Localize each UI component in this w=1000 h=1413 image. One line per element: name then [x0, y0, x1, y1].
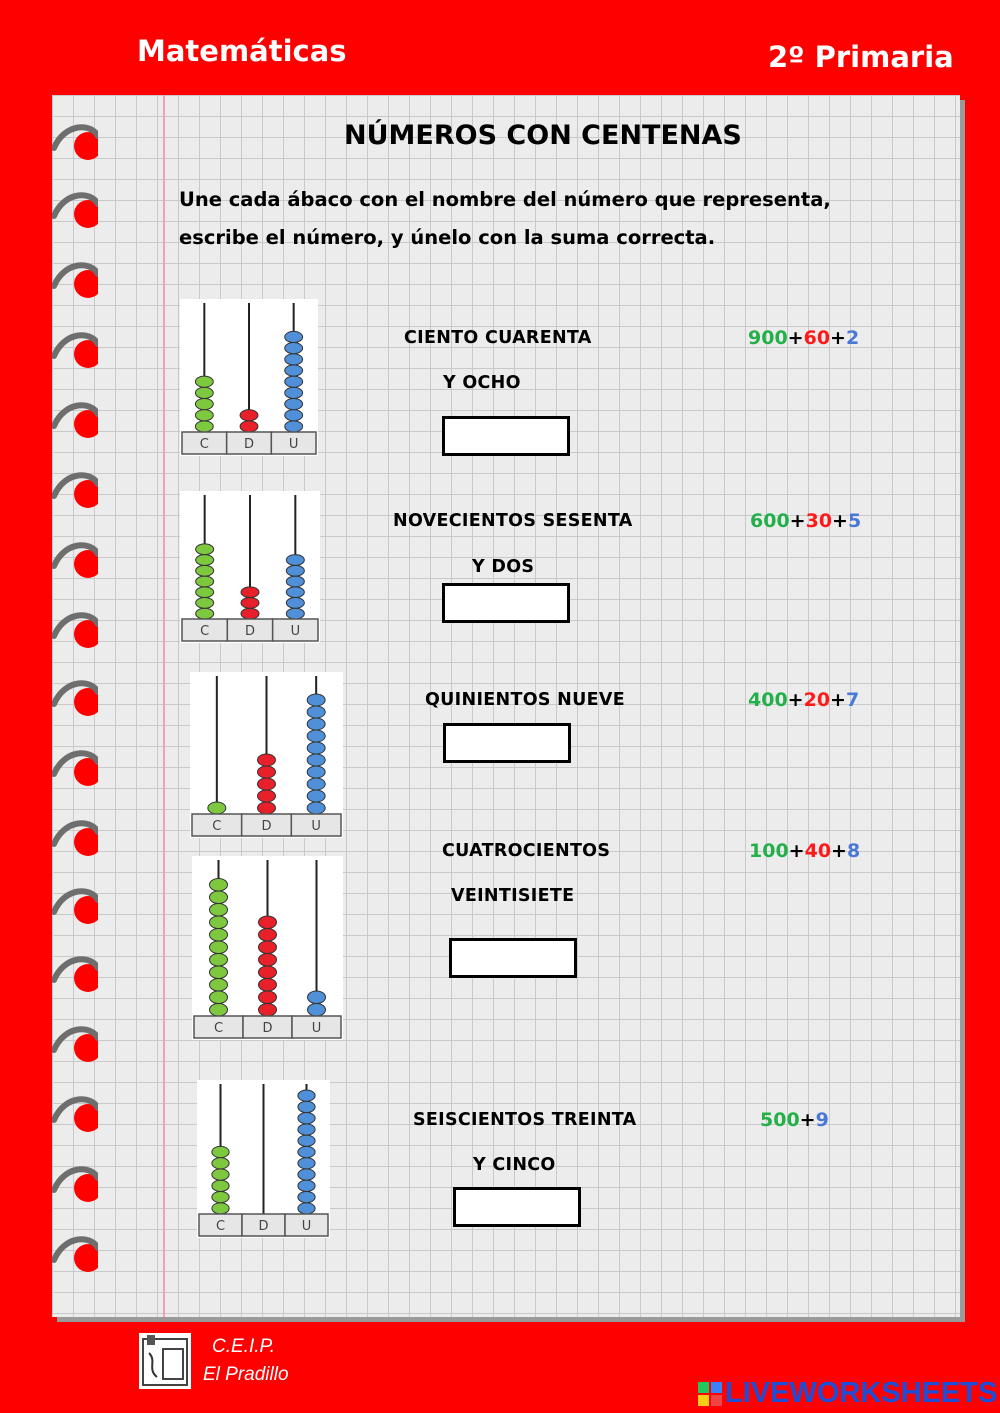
abacus-bead	[240, 410, 258, 421]
abacus-bead	[298, 1146, 315, 1157]
abacus-5[interactable]	[197, 1080, 330, 1238]
abacus-label: U	[288, 437, 299, 452]
spiral-ring	[52, 1094, 98, 1134]
abacus-bead	[210, 916, 228, 929]
answer-box-3[interactable]	[443, 723, 571, 763]
spiral-ring	[52, 1234, 98, 1274]
sum-part: 100	[749, 840, 789, 862]
abacus-label: C	[213, 1021, 224, 1036]
abacus-bead	[285, 331, 303, 342]
sum-part: +	[787, 689, 804, 711]
abacus-bead	[258, 766, 276, 778]
abacus-bead	[298, 1113, 315, 1124]
sum-part: 7	[845, 689, 860, 711]
sum-part: +	[831, 840, 847, 862]
abacus-label: D	[262, 1021, 273, 1036]
number-name-5: SEISCIENTOS TREINTA	[413, 1110, 637, 1130]
abacus-bead	[286, 598, 304, 609]
abacus-label: U	[311, 819, 321, 834]
abacus-bead	[298, 1169, 315, 1180]
abacus-bead	[307, 778, 325, 790]
spiral-ring	[52, 190, 98, 230]
abacus-bead	[212, 1158, 229, 1169]
abacus-bead	[196, 565, 214, 576]
spiral-ring	[52, 954, 98, 994]
number-name-2b: Y DOS	[472, 557, 535, 577]
abacus-label: U	[311, 1021, 322, 1036]
abacus-bead	[210, 991, 228, 1004]
abacus-bead	[259, 941, 277, 954]
abacus-bead	[307, 790, 325, 802]
abacus-bead	[259, 954, 277, 967]
spiral-ring	[52, 886, 98, 926]
abacus-label: U	[301, 1219, 312, 1234]
abacus-bead	[208, 802, 226, 814]
answer-box-1[interactable]	[442, 416, 570, 456]
sum-part: 40	[804, 840, 832, 862]
abacus-bead	[285, 343, 303, 354]
abacus-bead	[259, 929, 277, 942]
abacus-label: D	[243, 437, 255, 452]
school-name-line-2: El Pradillo	[203, 1364, 289, 1385]
abacus-bead	[308, 1004, 326, 1017]
abacus-bead	[196, 544, 214, 555]
school-name-line-1: C.E.I.P.	[212, 1336, 276, 1357]
abacus-bead	[195, 376, 213, 387]
abacus-bead	[195, 398, 213, 409]
number-name-1: CIENTO CUARENTA	[404, 328, 592, 348]
abacus-bead	[298, 1191, 315, 1202]
abacus-bead	[212, 1180, 229, 1191]
margin-line	[163, 95, 165, 1317]
sum-part: +	[830, 689, 846, 711]
abacus-bead	[307, 766, 325, 778]
spiral-ring	[52, 540, 98, 580]
sum-part: 900	[748, 327, 788, 349]
spiral-ring	[52, 748, 98, 788]
spiral-ring	[52, 818, 98, 858]
abacus-bead	[298, 1101, 315, 1112]
sum-5[interactable]	[760, 1109, 829, 1131]
sum-part: 20	[803, 689, 831, 711]
abacus-label: D	[244, 624, 256, 639]
sum-part: 500	[760, 1109, 800, 1131]
page-title: NÚMEROS CON CENTENAS	[344, 120, 742, 151]
liveworksheets-logo-icon	[698, 1382, 722, 1406]
abacus-bead	[308, 991, 326, 1004]
abacus-label: C	[199, 437, 209, 452]
sum-part: +	[788, 840, 805, 862]
abacus-bead	[196, 555, 214, 566]
abacus-label: C	[200, 624, 210, 639]
sum-part: 60	[803, 327, 831, 349]
abacus-bead	[307, 718, 325, 730]
abacus-bead	[258, 790, 276, 802]
abacus-bead	[210, 954, 228, 967]
abacus-bead	[285, 354, 303, 365]
abacus-bead	[307, 730, 325, 742]
abacus-bead	[241, 608, 259, 619]
abacus-bead	[298, 1090, 315, 1101]
abacus-bead	[212, 1191, 229, 1202]
sum-part: 600	[750, 510, 790, 532]
abacus-bead	[285, 376, 303, 387]
sum-4[interactable]	[749, 840, 860, 862]
abacus-bead	[286, 608, 304, 619]
abacus-bead	[212, 1203, 229, 1214]
abacus-bead	[259, 991, 277, 1004]
sum-part: +	[830, 327, 846, 349]
abacus-bead	[298, 1203, 315, 1214]
spiral-ring	[52, 260, 98, 300]
instructions-line-1: Une cada ábaco con el nombre del número que representa,	[179, 188, 831, 211]
abacus-bead	[210, 904, 228, 917]
abacus-1[interactable]	[180, 299, 318, 456]
abacus-bead	[210, 1004, 228, 1017]
spiral-ring	[52, 330, 98, 370]
school-logo	[139, 1333, 191, 1389]
abacus-bead	[195, 387, 213, 398]
abacus-bead	[307, 742, 325, 754]
sum-part: 2	[845, 327, 860, 349]
spiral-ring	[52, 610, 98, 650]
abacus-bead	[196, 598, 214, 609]
abacus-bead	[298, 1124, 315, 1135]
abacus-bead	[240, 421, 258, 432]
abacus-bead	[259, 966, 277, 979]
answer-box-4[interactable]	[449, 938, 577, 978]
abacus-bead	[258, 778, 276, 790]
sum-part: +	[787, 327, 804, 349]
abacus-bead	[286, 576, 304, 587]
abacus-bead	[285, 365, 303, 376]
spiral-ring	[52, 122, 98, 162]
abacus-label: C	[215, 1219, 226, 1234]
abacus-bead	[259, 916, 277, 929]
abacus-bead	[241, 587, 259, 598]
abacus-bead	[212, 1169, 229, 1180]
sum-part: +	[799, 1109, 816, 1131]
sum-1[interactable]	[748, 327, 859, 349]
abacus-bead	[210, 891, 228, 904]
number-name-1b: Y OCHO	[443, 373, 521, 393]
abacus-bead	[258, 802, 276, 814]
abacus-bead	[286, 565, 304, 576]
abacus-bead	[258, 754, 276, 766]
abacus-bead	[298, 1158, 315, 1169]
number-name-2: NOVECIENTOS SESENTA	[393, 511, 633, 531]
abacus-bead	[210, 979, 228, 992]
grade-title: 2º Primaria	[768, 40, 954, 74]
sum-part: 5	[847, 510, 862, 532]
abacus-label: D	[258, 1219, 269, 1234]
abacus-4[interactable]	[192, 856, 343, 1040]
liveworksheets-brand: LIVEWORKSHEETS	[725, 1377, 998, 1409]
instructions-line-2: escribe el número, y únelo con la suma correcta.	[179, 226, 716, 249]
abacus-bead	[210, 879, 228, 892]
abacus-bead	[285, 410, 303, 421]
number-name-4b: VEINTISIETE	[451, 886, 575, 906]
subject-title: Matemáticas	[137, 34, 347, 68]
abacus-bead	[196, 587, 214, 598]
abacus-bead	[196, 608, 214, 619]
abacus-bead	[285, 387, 303, 398]
abacus-bead	[286, 555, 304, 566]
abacus-bead	[285, 398, 303, 409]
abacus-bead	[210, 941, 228, 954]
abacus-bead	[210, 966, 228, 979]
spiral-ring	[52, 1024, 98, 1064]
abacus-label: C	[212, 819, 222, 834]
answer-box-2[interactable]	[442, 583, 570, 623]
spiral-ring	[52, 678, 98, 718]
sum-part: 400	[748, 689, 788, 711]
answer-box-5[interactable]	[453, 1187, 581, 1227]
abacus-label: D	[261, 819, 272, 834]
abacus-bead	[259, 1004, 277, 1017]
abacus-bead	[195, 421, 213, 432]
abacus-bead	[298, 1180, 315, 1191]
sum-part: 9	[815, 1109, 829, 1131]
abacus-bead	[286, 587, 304, 598]
spiral-ring	[52, 400, 98, 440]
abacus-2[interactable]	[180, 491, 320, 643]
spiral-ring	[52, 470, 98, 510]
sum-part: 30	[805, 510, 833, 532]
number-name-3: QUINIENTOS NUEVE	[425, 690, 625, 710]
abacus-label: U	[290, 624, 301, 639]
number-name-5b: Y CINCO	[473, 1155, 556, 1175]
abacus-bead	[307, 706, 325, 718]
abacus-bead	[307, 694, 325, 706]
abacus-bead	[241, 598, 259, 609]
abacus-bead	[210, 929, 228, 942]
abacus-bead	[298, 1135, 315, 1146]
sum-part: +	[832, 510, 848, 532]
sum-2[interactable]	[750, 510, 861, 532]
abacus-bead	[307, 754, 325, 766]
abacus-bead	[307, 802, 325, 814]
sum-part: 8	[846, 840, 861, 862]
sum-3[interactable]	[748, 689, 859, 711]
abacus-bead	[259, 979, 277, 992]
abacus-bead	[285, 421, 303, 432]
abacus-bead	[195, 410, 213, 421]
spiral-ring	[52, 1164, 98, 1204]
abacus-bead	[196, 576, 214, 587]
abacus-3[interactable]	[190, 672, 343, 838]
sum-part: +	[789, 510, 806, 532]
number-name-4: CUATROCIENTOS	[442, 841, 611, 861]
abacus-bead	[212, 1146, 229, 1157]
